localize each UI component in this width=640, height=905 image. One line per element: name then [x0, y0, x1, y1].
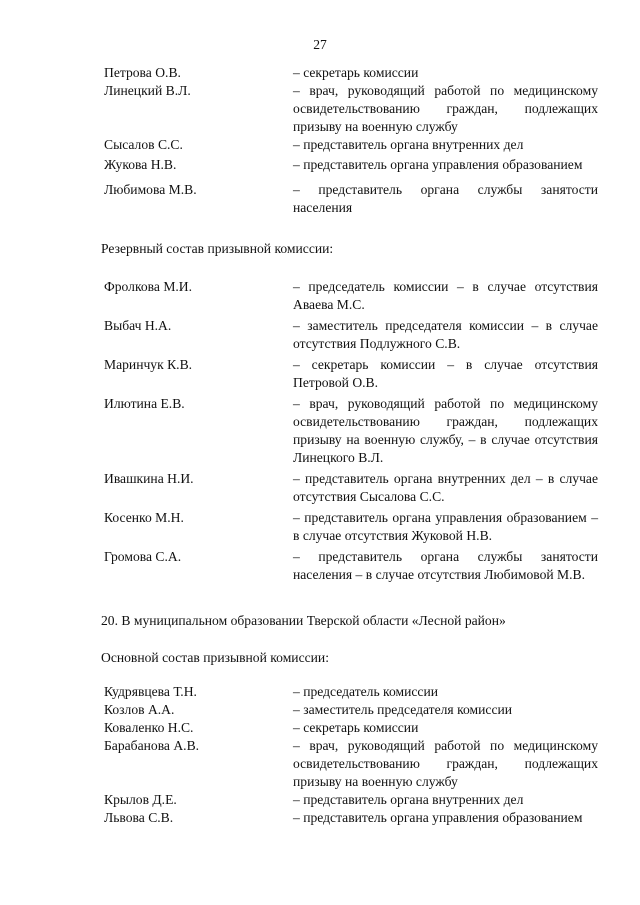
- member-name: Крылов Д.Е.: [104, 792, 177, 807]
- reserve-heading: Резервный состав призывной комиссии:: [101, 241, 334, 256]
- main-heading: Основной состав призывной комиссии:: [101, 650, 329, 665]
- commission-list-continued: [0, 64, 640, 217]
- member-name: Козлов А.А.: [104, 702, 175, 717]
- reserve-commission-list: [0, 278, 640, 584]
- member-row: [0, 719, 640, 737]
- member-role: – представитель органа внутренних дел: [293, 137, 524, 152]
- member-row: [0, 809, 640, 827]
- member-role: – представитель органа управления образованием – в случае отсутствия Жуковой Н.В.: [293, 510, 598, 543]
- member-name: Жукова Н.В.: [104, 157, 177, 172]
- member-name: Барабанова А.В.: [104, 738, 200, 753]
- member-name: Львова С.В.: [104, 810, 174, 825]
- member-name: Любимова М.В.: [104, 182, 197, 197]
- member-role: – врач, руководящий работой по медицинскому освидетельствованию граждан, подлежащих призыву на военную службу: [293, 83, 598, 134]
- member-role: – заместитель председателя комиссии – в случае отсутствия Подлужного С.В.: [293, 318, 598, 351]
- member-row: [0, 64, 640, 82]
- member-role: – секретарь комиссии: [293, 65, 419, 80]
- member-name: Кудрявцева Т.Н.: [104, 684, 197, 699]
- member-name: Коваленко Н.С.: [104, 720, 194, 735]
- member-name: Ивашкина Н.И.: [104, 471, 194, 486]
- member-role: – председатель комиссии: [293, 684, 438, 699]
- member-row: [0, 156, 640, 174]
- member-row: [0, 701, 640, 719]
- member-role: – врач, руководящий работой по медицинскому освидетельствованию граждан, подлежащих призыву на военную службу, – в случае отсутствия Линецкого В.Л.: [293, 396, 598, 465]
- member-row: [0, 395, 640, 467]
- member-row: [0, 470, 640, 506]
- member-row: [0, 317, 640, 353]
- member-role: – секретарь комиссии: [293, 720, 419, 735]
- member-row: [0, 278, 640, 314]
- member-row: [0, 136, 640, 154]
- member-role: – секретарь комиссии – в случае отсутствия Петровой О.В.: [293, 357, 598, 390]
- page-number: 27: [313, 37, 327, 52]
- member-role: – представитель органа управления образованием: [293, 157, 583, 172]
- section-title: 20. В муниципальном образовании Тверской области «Лесной район»: [101, 613, 506, 628]
- member-name: Сысалов С.С.: [104, 137, 183, 152]
- main-commission-list: [0, 683, 640, 827]
- member-role: – представитель органа службы занятости населения: [293, 182, 598, 215]
- member-name: Громова С.А.: [104, 549, 182, 564]
- member-row: [0, 737, 640, 791]
- member-row: [0, 356, 640, 392]
- member-role: – представитель органа службы занятости населения – в случае отсутствия Любимовой М.В.: [293, 549, 598, 582]
- member-row: [0, 548, 640, 584]
- member-row: [0, 509, 640, 545]
- member-row: [0, 791, 640, 809]
- member-role: – представитель органа управления образованием: [293, 810, 583, 825]
- member-role: – заместитель председателя комиссии: [293, 702, 513, 717]
- member-row: [0, 181, 640, 217]
- member-name: Илютина Е.В.: [104, 396, 185, 411]
- member-name: Линецкий В.Л.: [104, 83, 191, 98]
- member-name: Фролкова М.И.: [104, 279, 193, 294]
- member-role: – представитель органа внутренних дел – в случае отсутствия Сысалова С.С.: [293, 471, 598, 504]
- member-role: – представитель органа внутренних дел: [293, 792, 524, 807]
- member-role: – председатель комиссии – в случае отсутствия Аваева М.С.: [293, 279, 598, 312]
- member-row: [0, 683, 640, 701]
- member-row: [0, 82, 640, 136]
- member-name: Петрова О.В.: [104, 65, 181, 80]
- member-role: – врач, руководящий работой по медицинскому освидетельствованию граждан, подлежащих призыву на военную службу: [293, 738, 598, 789]
- member-name: Маринчук К.В.: [104, 357, 193, 372]
- member-name: Выбач Н.А.: [104, 318, 172, 333]
- member-name: Косенко М.Н.: [104, 510, 184, 525]
